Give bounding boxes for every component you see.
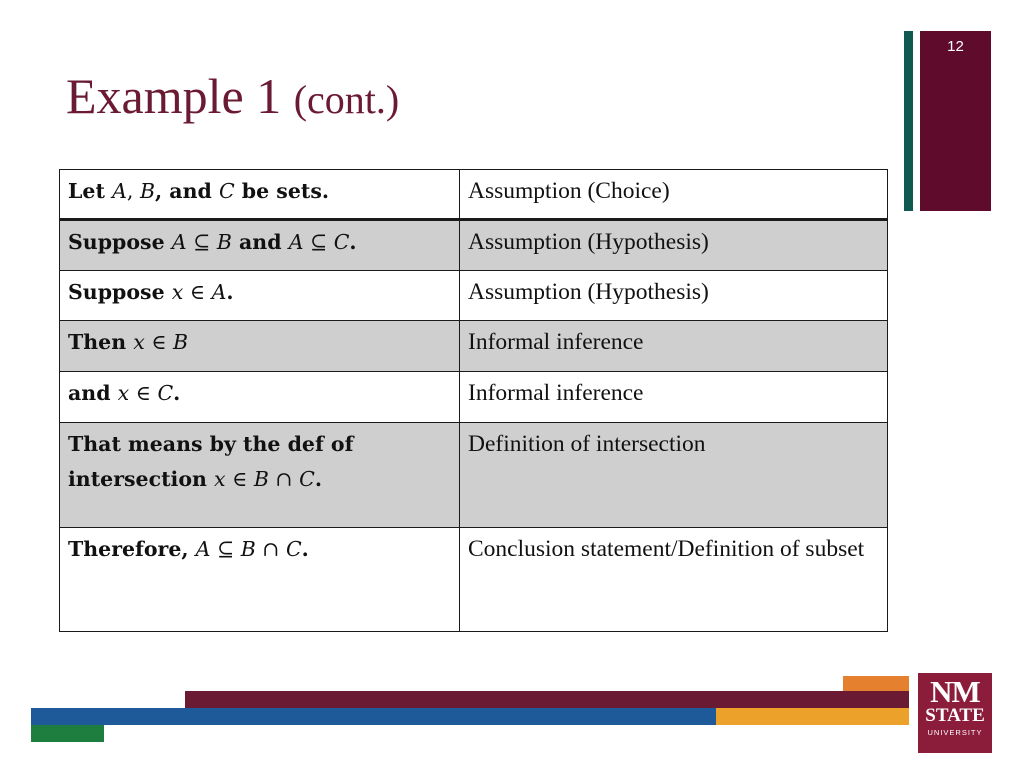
math-symbol: x [214, 467, 226, 491]
math-operator: ⊆ [186, 230, 217, 254]
math-operator: ⊆ [210, 537, 241, 561]
math-symbol: C [218, 179, 235, 203]
logo-line-nm: NM [930, 674, 980, 709]
footer-blue-bar [31, 708, 716, 725]
statement-text: Suppose [68, 230, 172, 254]
teal-accent-bar [904, 31, 913, 211]
statement-text: . [173, 381, 181, 405]
math-symbol: A [112, 179, 127, 203]
statement-cell [60, 220, 460, 271]
logo-line-state: STATE [925, 705, 985, 726]
math-operator: ∩ [268, 467, 300, 491]
math-symbol: C [157, 381, 174, 405]
statement-text: . [301, 537, 309, 561]
reason-cell: Assumption (Hypothesis) [460, 220, 888, 271]
statement-cell [60, 170, 460, 220]
table-row [60, 271, 888, 321]
math-symbol: B [139, 179, 156, 203]
statement-text: and [68, 381, 118, 405]
math-operator: ⊆ [303, 230, 334, 254]
statement-cell [60, 271, 460, 321]
slide-title-sub: (cont.) [293, 77, 400, 122]
footer-maroon-bar [185, 691, 909, 708]
statement-text: Suppose [68, 280, 172, 304]
proof-table [59, 169, 888, 632]
math-symbol: C [299, 467, 315, 491]
statement-text: That means by the def of intersection [68, 432, 354, 491]
table-row [60, 321, 888, 372]
math-symbol: A [195, 537, 211, 561]
statement-cell [60, 321, 460, 372]
math-operator: , [126, 179, 140, 203]
math-symbol: x [171, 280, 184, 304]
statement-text: . [314, 467, 322, 491]
table-row [60, 423, 888, 528]
math-operator: ∈ [225, 467, 254, 491]
statement-cell [60, 372, 460, 423]
slide-title [66, 66, 399, 130]
reason-cell: Conclusion statement/Definition of subset [460, 528, 888, 632]
logo-line-university: UNIVERSITY [927, 728, 983, 737]
table-row [60, 220, 888, 271]
math-symbol: C [333, 230, 350, 254]
statement-cell [60, 423, 460, 528]
math-operator: ∈ [144, 330, 174, 354]
reason-cell: Assumption (Choice) [460, 170, 888, 220]
math-symbol: B [253, 467, 269, 491]
statement-text: be sets. [234, 179, 330, 203]
table-row [60, 528, 888, 632]
math-symbol: B [173, 330, 189, 354]
slide-title-main: Example 1 [66, 68, 282, 124]
statement-text: , and [155, 179, 219, 203]
math-symbol: A [288, 230, 304, 254]
statement-text: and [231, 230, 289, 254]
reason-cell: Informal inference [460, 372, 888, 423]
statement-text: Therefore, [68, 537, 196, 561]
math-symbol: x [117, 381, 130, 405]
table-row [60, 170, 888, 220]
footer-orange-bar [843, 676, 909, 691]
statement-text: Let [68, 179, 113, 203]
reason-cell: Assumption (Hypothesis) [460, 271, 888, 321]
statement-text: . [349, 230, 357, 254]
statement-text: . [226, 280, 234, 304]
nmsu-logo [918, 673, 992, 753]
statement-cell [60, 528, 460, 632]
statement-text: Then [68, 330, 134, 354]
math-operator: ∈ [183, 280, 212, 304]
slide-number: 12 [947, 38, 964, 55]
math-symbol: A [211, 280, 227, 304]
footer-gold-bar [716, 708, 909, 725]
slide-number-block [920, 31, 991, 211]
math-operator: ∩ [255, 537, 286, 561]
reason-cell: Definition of intersection [460, 423, 888, 528]
table-row [60, 372, 888, 423]
math-symbol: B [240, 537, 256, 561]
math-operator: ∈ [129, 381, 158, 405]
math-symbol: B [216, 230, 232, 254]
math-symbol: A [171, 230, 187, 254]
math-symbol: x [133, 330, 145, 354]
footer-green-bar [31, 725, 104, 742]
math-symbol: C [285, 537, 302, 561]
reason-cell: Informal inference [460, 321, 888, 372]
